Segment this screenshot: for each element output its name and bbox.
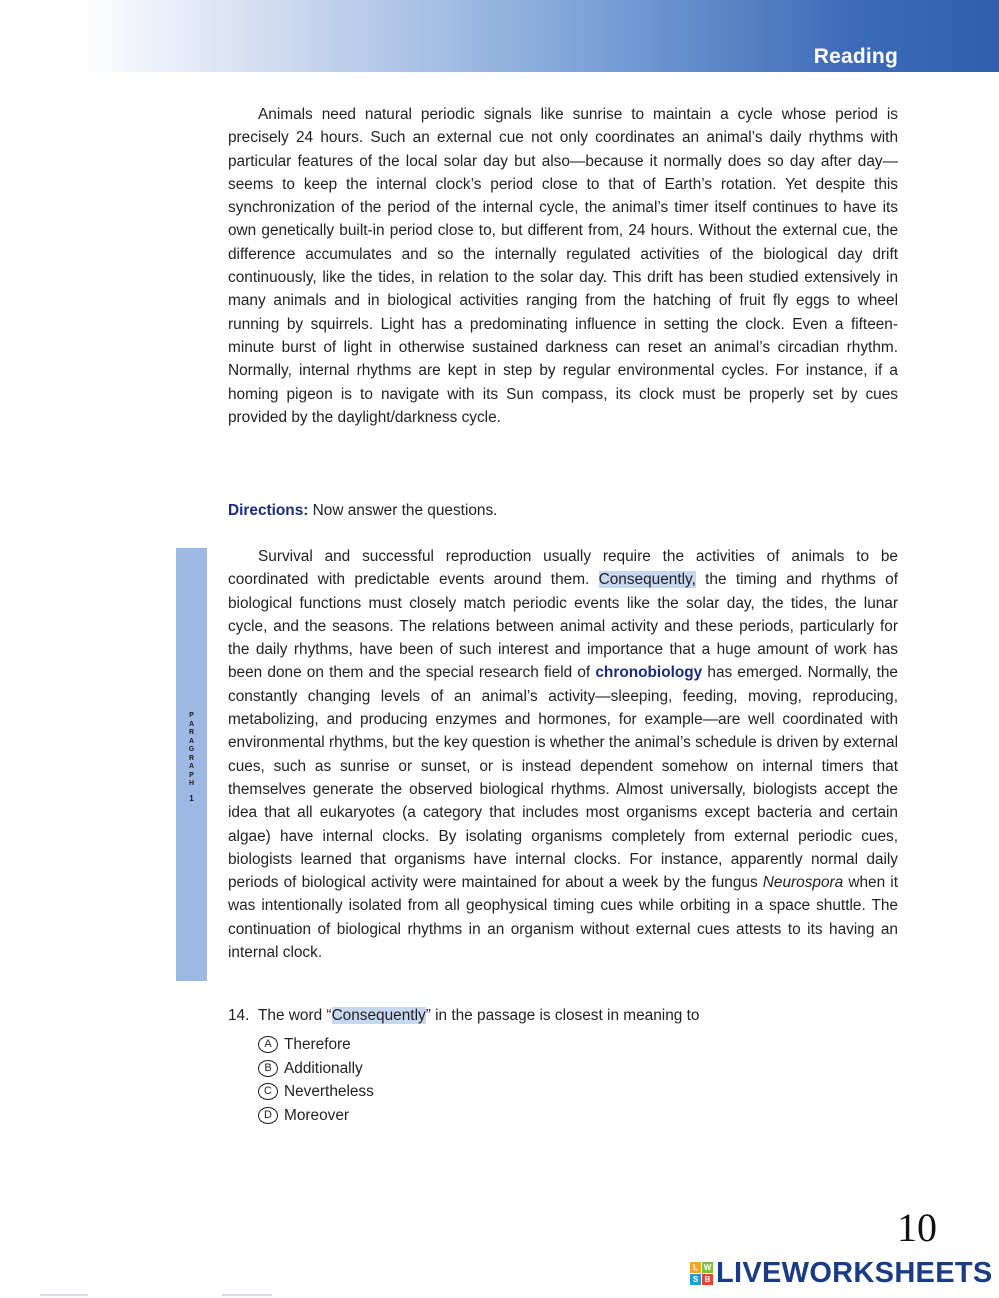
passage-2-part-3: has emerged. Normally, the constantly changing levels of an animal’s activity—sleeping, feeding, moving, reproducing, metabolizing, and producing enzymes and hormones, for example—are well coordinated with environmental rhythms, but the key question is whether the animal’s schedule is driven by external cues, such as sunrise or sunset, or is instead dependent somehow on internal timers that themselves generate the observed biological rhythms. Almost universally, biologists accept the idea that all eukaryotes (a category that includes most organisms except bacteria and certain algae) have internal clocks. By isolating organisms completely from external periodic cues, biologists learned that organisms have internal clocks. For instance, apparently normal daily periods of biological activity were maintained for about a week by the fungus (228, 664, 898, 892)
option-b-text: Additionally (284, 1059, 363, 1077)
question-14 (228, 1004, 699, 1027)
brand-name: LIVEWORKSHEETS (716, 1257, 993, 1289)
paragraph-letter: P (189, 771, 194, 779)
question-prefix: The word “ (258, 1007, 332, 1024)
option-c[interactable] (258, 1080, 374, 1104)
directions-text: Now answer the questions. (308, 502, 498, 519)
passage-1-text: Animals need natural periodic signals like sunrise to maintain a cycle whose period is precisely 24 hours. Such an external cue not only coordinates an animal’s daily rhythms with particular features of the local solar day but also—because it normally does so day after day—seems to keep the internal clock’s period close to that of Earth’s rotation. Yet despite this synchronization of the period of the internal cycle, the animal’s timer itself continues to have its own genetically built-in period close to, but different from, 24 hours. Without the external cue, the difference accumulates and so the internally regulated activities of the biological day drift continuously, like the tides, in relation to the solar day. This drift has been studied extensively in many animals and in biological activities ranging from the hatching of fruit fly eggs to wheel running by squirrels. Light has a predominating influence in setting the clock. Even a fifteen-minute burst of light in otherwise sustained darkness can reset an animal’s circadian rhythm. Normally, internal rhythms are kept in step by regular environmental cycles. For instance, if a homing pigeon is to navigate with its Sun compass, its clock must be properly set by cues provided by the daylight/darkness cycle. (228, 106, 898, 426)
passage-2-part-2: the timing and rhythms of biological functions must closely match periodic events like the solar day, the tides, the lunar cycle, and the seasons. The relations between animal activity and these periods, particularly for the daily rhythms, have been of such interest and importance that a huge amount of work has been done on them and the special research field of (228, 571, 898, 682)
option-a-radio[interactable]: A (258, 1036, 278, 1053)
option-a-text: Therefore (284, 1036, 351, 1053)
passage-1 (228, 103, 898, 429)
passage-2 (228, 545, 898, 964)
scan-mark (222, 1294, 272, 1296)
highlighted-word: Consequently, (598, 571, 696, 589)
option-a[interactable] (258, 1033, 374, 1057)
option-c-text: Nevertheless (284, 1083, 374, 1100)
paragraph-letter: P (189, 712, 194, 719)
paragraph-letter: G (188, 746, 195, 753)
glossary-keyword[interactable]: chronobiology (595, 664, 703, 682)
option-d-text: Moreover (284, 1106, 350, 1124)
paragraph-label (176, 712, 207, 803)
directions-label: Directions: (228, 502, 309, 519)
section-title: Reading (813, 45, 898, 68)
question-highlighted-word: Consequently (331, 1007, 426, 1024)
question-suffix: ” in the passage is closest in meaning to (425, 1007, 700, 1024)
option-d[interactable] (258, 1104, 374, 1128)
question-number: 14. (228, 1007, 250, 1024)
paragraph-letter: R (188, 729, 195, 736)
paragraph-letter: A (188, 737, 195, 745)
passage-2-part-4: when it was intentionally isolated from all geophysical timing cues while orbiting in a space shuttle. The continuation of biological rhythms in an organism without external cues attests to its having an internal clock. (228, 874, 898, 962)
paragraph-letter: H (188, 780, 195, 787)
paragraph-letter: A (188, 763, 195, 770)
option-d-radio[interactable]: D (258, 1107, 278, 1124)
option-c-radio[interactable]: C (258, 1083, 278, 1100)
scan-mark (40, 1294, 88, 1296)
answer-options (258, 1033, 374, 1127)
liveworksheets-icon: L W S B (690, 1262, 713, 1285)
paragraph-letter: A (188, 720, 195, 728)
passage-2-part-1: Survival and successful reproduction usually require the activities of animals to be coordinated with predictable events around them. (228, 548, 898, 589)
paragraph-letter: R (188, 754, 195, 762)
liveworksheets-logo[interactable] (690, 1257, 993, 1290)
paragraph-number: 1 (189, 793, 194, 803)
directions (228, 499, 898, 522)
option-b[interactable] (258, 1057, 374, 1081)
page-number: 10 (897, 1205, 937, 1250)
option-b-radio[interactable]: B (258, 1060, 278, 1077)
italic-term: Neurospora (762, 874, 844, 892)
passage-2-text (228, 545, 898, 964)
